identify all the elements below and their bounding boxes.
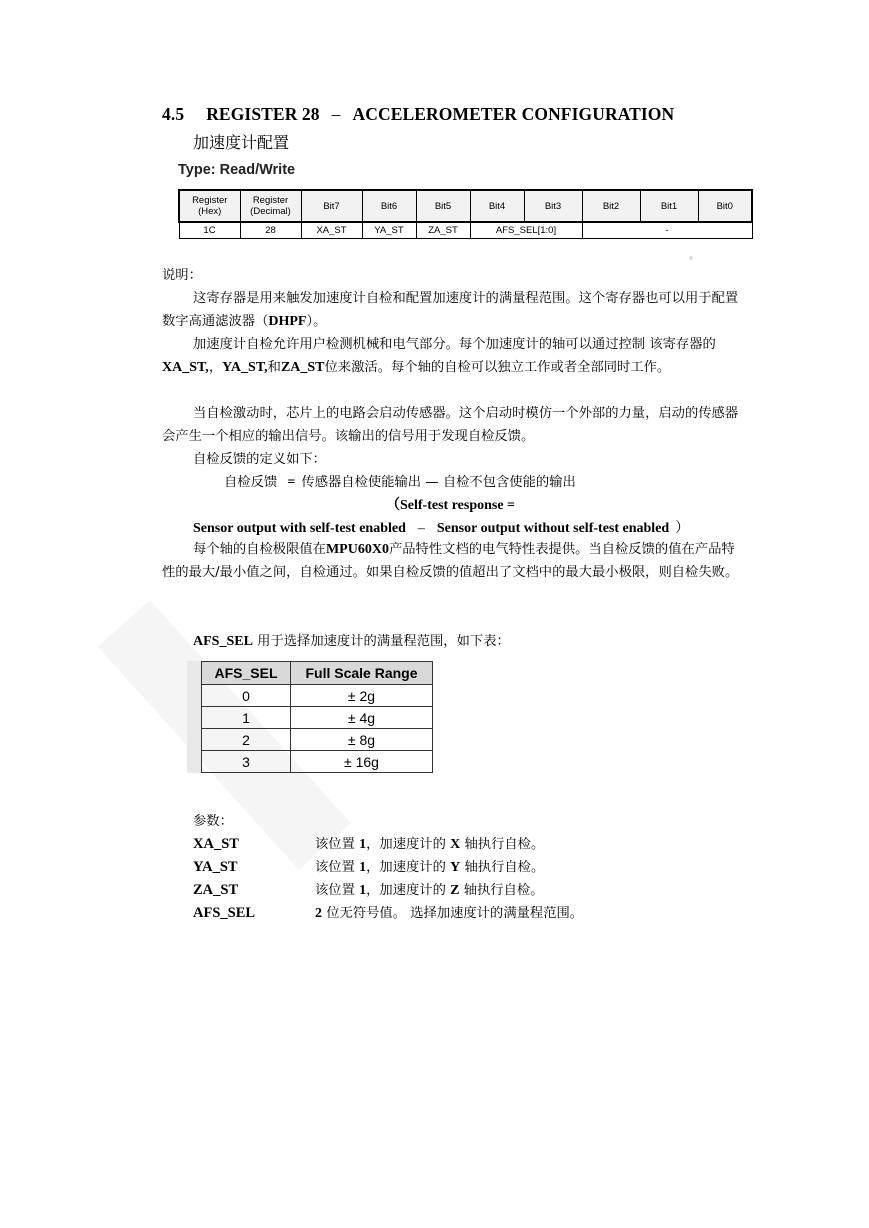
param-desc-mid: ，加速度计的 [366, 883, 446, 898]
parameters-label: 参数： [193, 814, 233, 829]
param-desc-mid: 位无符号值。 选择加速度计的满量程范围。 [326, 906, 584, 921]
section-title-part1: REGISTER 28 [206, 104, 320, 124]
header-register-hex: Register (Hex) [179, 190, 240, 222]
header-bit5: Bit5 [416, 190, 470, 222]
equation-en-line2 [193, 517, 753, 537]
param-desc-bold1: 2 [315, 906, 322, 921]
header-register-decimal: Register (Decimal) [240, 190, 301, 222]
speck [689, 256, 693, 260]
param-desc-post: 轴执行自检。 [464, 837, 545, 852]
header-bit1: Bit1 [640, 190, 698, 222]
eq-cn-a: 自检反馈 [224, 475, 278, 490]
header-bit6: Bit6 [362, 190, 416, 222]
p5-bold: MPU60X0 [325, 542, 389, 557]
header-bit4: Bit4 [470, 190, 524, 222]
param-desc-mid: ，加速度计的 [366, 837, 446, 852]
p5-text-a: 每个轴的自检极限值在 [193, 542, 326, 557]
p2-xa-st: XA_ST, [162, 360, 209, 375]
section-title-cn: 加速度计配置 [193, 133, 290, 152]
param-desc-pre: 该位置 [315, 883, 355, 898]
param-desc-bold2: X [450, 837, 461, 852]
description-p3: 当自检激动时，芯片上的电路会启动传感器。这个启动时模仿一个外部的力量，启动的传感器会产生一个相应的输出信号。该输出的信号用于发现自检反馈。 [162, 406, 739, 444]
description-p4: 自检反馈的定义如下： [193, 452, 326, 467]
cell-bit4-3: AFS_SEL[1:0] [470, 222, 582, 239]
param-desc [315, 833, 544, 856]
fsr-cell-range: ± 8g [291, 729, 433, 751]
eq-cn-b: 传感器自检使能输出 — 自检不包含使能的输出 [301, 475, 576, 490]
eq-cn-equals: = [287, 475, 296, 490]
fsr-cell-range: ± 16g [291, 751, 433, 773]
section-heading [162, 104, 674, 125]
table-row [202, 729, 433, 751]
param-desc [315, 879, 544, 902]
list-item [193, 856, 583, 879]
param-desc [315, 902, 583, 925]
header-bit2: Bit2 [582, 190, 640, 222]
cell-bit7: XA_ST [301, 222, 362, 239]
section-number: 4.5 [162, 104, 185, 124]
fsr-cell-sel: 3 [202, 751, 291, 773]
cell-bit5: ZA_ST [416, 222, 470, 239]
param-desc-bold1: 1 [359, 883, 367, 898]
cell-decimal: 28 [240, 222, 301, 239]
equation-en-line1: （Self-test response = [386, 498, 516, 513]
list-item [193, 833, 583, 856]
description-p2 [162, 333, 742, 379]
cell-bit6: YA_ST [362, 222, 416, 239]
p2-za-st: ZA_ST [280, 360, 325, 375]
eq-en-with: Sensor output with self-test enabled [193, 521, 406, 536]
fsr-cell-sel: 0 [202, 685, 291, 707]
register-table-header [179, 190, 752, 222]
p2-text-a: 加速度计自检允许用户检测机械和电气部分。每个加速度计的轴可以通过控制 该寄存器的 [193, 337, 716, 352]
fsr-cell-range: ± 2g [291, 685, 433, 707]
list-item [193, 902, 583, 925]
param-desc-mid: ，加速度计的 [366, 860, 446, 875]
p1-text: 这寄存器是用来触发加速度计自检和配置加速度计的满量程范围。这个寄存器也可以用于配置数字高通滤波器（ [162, 291, 739, 329]
table-shadow [187, 661, 201, 773]
p1-bold: DHPF [268, 314, 307, 329]
table-row [202, 751, 433, 773]
param-name: XA_ST [193, 836, 239, 852]
param-desc-pre: 该位置 [315, 860, 355, 875]
fsr-header-range: Full Scale Range [291, 662, 433, 685]
fsr-cell-range: ± 4g [291, 707, 433, 729]
header-bit3: Bit3 [524, 190, 582, 222]
section-title-dash: – [331, 104, 341, 124]
eq-en-dash: – [417, 521, 425, 536]
p2-ya-st: YA_ST, [222, 360, 268, 375]
fsr-header-afs-sel: AFS_SEL [202, 662, 291, 685]
p2-text-b: 位来激活。每个轴的自检可以独立工作或者全部同时工作。 [324, 360, 671, 375]
param-name: AFS_SEL [193, 905, 256, 921]
eq-en-close: ） [675, 521, 690, 536]
eq-en-without: Sensor output without self-test enabled [436, 521, 670, 536]
header-bit7: Bit7 [301, 190, 362, 222]
header-bit0: Bit0 [698, 190, 752, 222]
cell-bit2-0: - [582, 222, 752, 239]
table-row [202, 685, 433, 707]
fsr-cell-sel: 2 [202, 729, 291, 751]
param-desc-bold2: Y [450, 860, 461, 875]
fsr-table-header [202, 662, 433, 685]
afs-sel-text: 用于选择加速度计的满量程范围，如下表： [257, 634, 510, 649]
register-table [178, 189, 753, 239]
afs-sel-intro [193, 630, 713, 653]
section-title-part2: ACCELEROMETER CONFIGURATION [352, 104, 675, 124]
full-scale-range-table [201, 661, 433, 773]
param-name: ZA_ST [193, 882, 239, 898]
parameters-section [193, 810, 583, 925]
param-desc-post: 轴执行自检。 [464, 860, 545, 875]
register-type: Type: Read/Write [178, 162, 296, 178]
afs-sel-bold: AFS_SEL [193, 634, 253, 649]
param-desc-pre: 该位置 [315, 837, 355, 852]
p5-text-b: 产品特性文档的电气特性表提供。当自检反馈的值在产品特性的最大/最小值之间，自检通过。如果自检反馈的值超出了文档中的最大最小极限，则自检失败。 [162, 542, 739, 580]
description-label: 说明： [162, 268, 202, 283]
param-desc [315, 856, 544, 879]
param-desc-post: 轴执行自检。 [463, 883, 544, 898]
p2-sep1: ， [208, 360, 223, 375]
description-p5 [162, 538, 742, 584]
fsr-cell-sel: 1 [202, 707, 291, 729]
param-desc-bold1: 1 [359, 837, 367, 852]
description-p1 [162, 287, 742, 333]
table-row [202, 707, 433, 729]
param-desc-bold2: Z [450, 883, 460, 898]
p2-sep2: 和 [267, 360, 281, 375]
param-name: YA_ST [193, 859, 238, 875]
p1-end: ）。 [306, 314, 327, 329]
cell-hex: 1C [179, 222, 240, 239]
param-desc-bold1: 1 [359, 860, 367, 875]
equation-cn [224, 471, 724, 494]
list-item [193, 879, 583, 902]
register-table-row [179, 222, 752, 239]
